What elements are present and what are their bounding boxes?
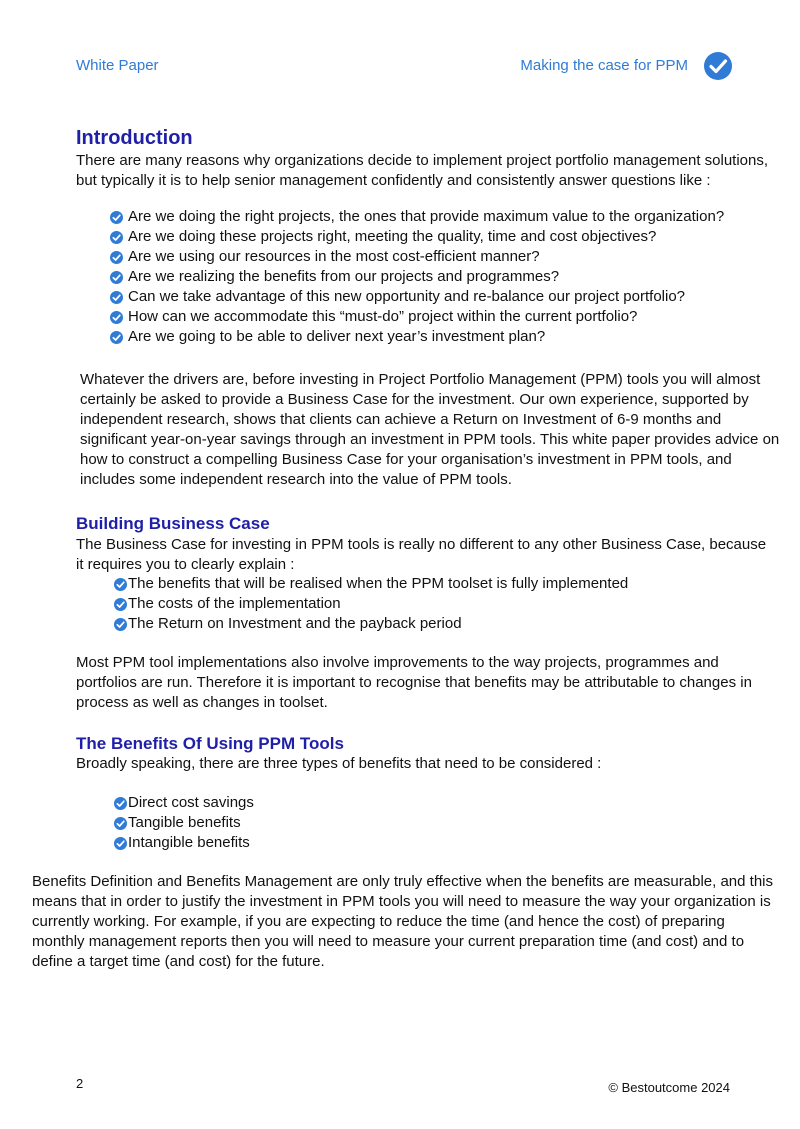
check-bullet-icon [114,578,127,591]
list-item-text: Are we using our resources in the most cost-efficient manner? [128,248,540,265]
list-item-text: Can we take advantage of this new opportunity and re-balance our project portfolio? [128,288,686,305]
check-badge-icon [703,51,733,81]
check-bullet-icon [114,797,127,810]
benefits-lead-paragraph: Broadly speaking, there are three types of benefits that need to be considered : [76,755,602,772]
list-item-text: Are we realizing the benefits from our projects and programmes? [128,268,560,285]
check-bullet-icon [114,618,127,631]
list-item [110,227,724,247]
check-bullet-icon [110,231,123,244]
intro-question-list [110,207,724,347]
list-item [114,574,628,594]
list-item [114,833,254,853]
page-number: 2 [76,1076,84,1091]
check-bullet-icon [110,271,123,284]
check-bullet-icon [114,817,127,830]
benefits-item-list [114,793,254,853]
list-item [110,307,724,327]
list-item [114,614,628,634]
check-bullet-icon [114,598,127,611]
list-item-text: Direct cost savings [128,794,254,811]
list-item [110,287,724,307]
check-bullet-icon [110,331,123,344]
list-item [110,327,724,347]
list-item-text: How can we accommodate this “must-do” project within the current portfolio? [128,308,638,325]
list-item [114,793,254,813]
intro-lead-paragraph: There are many reasons why organizations decide to implement project portfolio management solutions, but typically it is to help senior management confidently and consistently answer questions like : [76,152,769,189]
header-doc-type: White Paper [76,57,159,74]
list-item-text: The benefits that will be realised when the PPM toolset is fully implemented [128,575,629,592]
section-heading-benefits: The Benefits Of Using PPM Tools [76,734,344,753]
list-item [114,813,254,833]
check-bullet-icon [110,311,123,324]
building-item-list [114,574,628,634]
header-doc-title: Making the case for PPM [520,57,688,74]
list-item-text: The costs of the implementation [128,595,341,612]
benefits-body-paragraph: Benefits Definition and Benefits Management are only truly effective when the benefits are measurable, and this means that in order to justify the investment in PPM tools you will need to measure the way your organization is currently working. For example, if you are expecting to reduce the time (and hence the cost) of preparing monthly management reports then you will need to measure your current preparation time (and cost) and to define a target time (and cost) for the future. [32,873,773,970]
section-heading-introduction: Introduction [76,127,193,149]
intro-body-paragraph: Whatever the drivers are, before investing in Project Portfolio Management (PPM) tools you will almost certainly be asked to provide a Business Case for the investment. Our own experience, supported by independent research, shows that clients can achieve a Return on Investment of 6-9 months and significant year-on-year savings through an investment in PPM tools. This white paper provides advice on how to construct a compelling Business Case for your organisation’s investment in PPM tools, and includes some independent research into the value of PPM tools. [80,371,780,488]
footer-copyright: © Bestoutcome 2024 [608,1080,730,1095]
list-item [110,247,724,267]
list-item [110,267,724,287]
list-item-text: Tangible benefits [128,814,241,831]
list-item-text: Are we doing these projects right, meeting the quality, time and cost objectives? [128,228,657,245]
building-lead-paragraph: The Business Case for investing in PPM tools is really no different to any other Business Case, because it requires you to clearly explain : [76,536,767,573]
check-bullet-icon [110,211,123,224]
list-item-text: Intangible benefits [128,834,250,851]
check-bullet-icon [110,251,123,264]
check-bullet-icon [114,837,127,850]
list-item-text: Are we going to be able to deliver next year’s investment plan? [128,328,546,345]
check-bullet-icon [110,291,123,304]
section-heading-building-business-case: Building Business Case [76,514,270,533]
list-item [114,594,628,614]
building-body-paragraph: Most PPM tool implementations also involve improvements to the way projects, programmes and portfolios are run. Therefore it is important to recognise that benefits may be attributable to changes in process as well as changes in toolset. [76,654,752,711]
list-item-text: The Return on Investment and the payback period [128,615,462,632]
list-item-text: Are we doing the right projects, the ones that provide maximum value to the organization? [128,208,725,225]
list-item [110,207,724,227]
